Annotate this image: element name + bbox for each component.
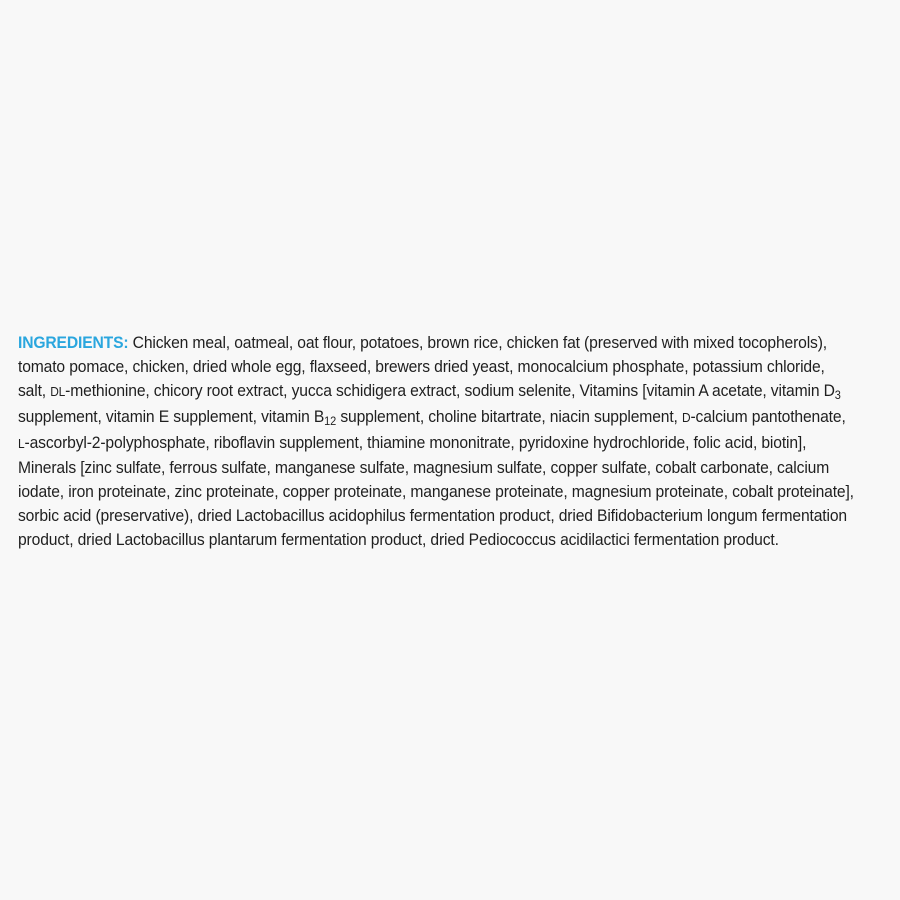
small-caps-text: D: [681, 411, 691, 425]
ingredients-paragraph: [18, 331, 855, 552]
subscript-text: 12: [324, 416, 337, 428]
small-caps-text: DL: [50, 385, 66, 399]
text-segment: Chicken meal, oatmeal, oat flour, potatoes, brown rice, chicken fat (preserved with mixed tocopherols), tomato pomace, chicken, dried whole egg, flaxseed, brewers dried yeast, monocalcium phosphate, potassium chloride, salt,: [18, 334, 828, 400]
subscript-text: 3: [834, 390, 841, 402]
text-segment: -ascorbyl-2-polyphosphate, riboflavin supplement, thiamine mononitrate, pyridoxine hydrochloride, folic acid, biotin], Minerals [zinc sulfate, ferrous sulfate, manganese sulfate, magnesium sulfate, copper sulfate, cobalt carbonate, calcium iodate, iron proteinate, zinc proteinate, copper proteinate, manganese proteinate, magnesium proteinate, cobalt proteinate], sorbic acid (preservative), dried Lactobacillus acidophilus fermentation product, dried Bifidobacterium longum fermentation product, dried Lactobacillus plantarum fermentation product, dried Pediococcus acidilactici fermentation product.: [18, 434, 854, 549]
small-caps-text: L: [18, 437, 25, 451]
text-segment: -methionine, chicory root extract, yucca schidigera extract, sodium selenite, Vitamins [vitamin A acetate, vitamin D: [65, 382, 835, 400]
text-segment: supplement, vitamin E supplement, vitamin B: [18, 408, 325, 426]
text-segment: -calcium pantothenate,: [690, 408, 846, 426]
ingredients-label: INGREDIENTS:: [18, 334, 129, 352]
text-segment: supplement, choline bitartrate, niacin supplement,: [336, 408, 682, 426]
ingredients-text: [18, 334, 854, 549]
